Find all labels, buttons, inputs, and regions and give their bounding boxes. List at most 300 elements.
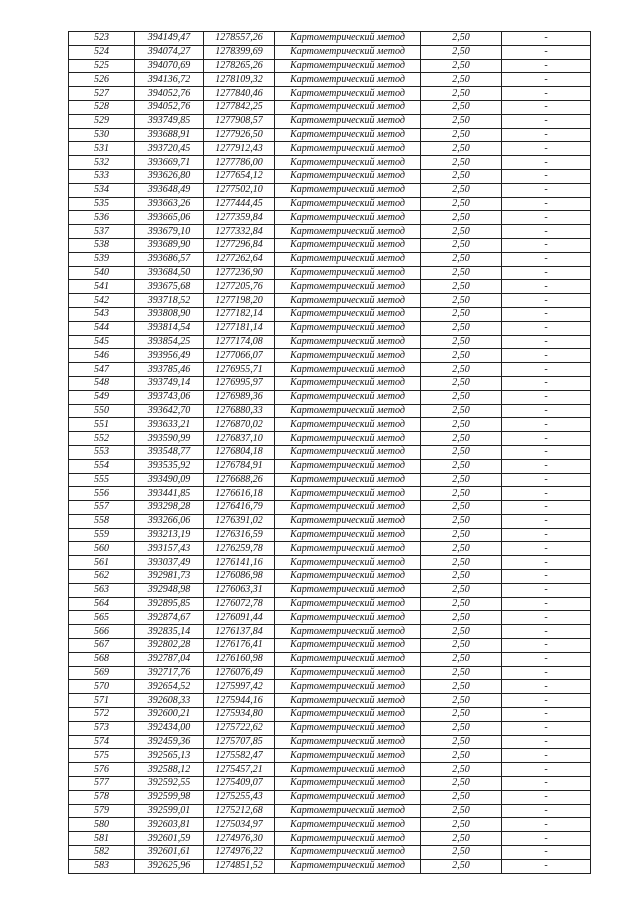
method-cell: Картометрический метод (275, 597, 421, 611)
note-cell: - (502, 445, 591, 459)
method-cell: Картометрический метод (275, 100, 421, 114)
y-coordinate-cell: 1276063,31 (204, 583, 275, 597)
note-cell: - (502, 100, 591, 114)
accuracy-cell: 2,50 (421, 639, 502, 653)
accuracy-cell: 2,50 (421, 349, 502, 363)
table-row (69, 252, 591, 266)
y-coordinate-cell: 1276072,78 (204, 597, 275, 611)
point-number-cell: 544 (69, 321, 135, 335)
method-cell: Картометрический метод (275, 294, 421, 308)
accuracy-cell: 2,50 (421, 749, 502, 763)
y-coordinate-cell: 1275997,42 (204, 680, 275, 694)
y-coordinate-cell: 1276160,98 (204, 652, 275, 666)
y-coordinate-cell: 1277842,25 (204, 100, 275, 114)
note-cell: - (502, 307, 591, 321)
table-row (69, 238, 591, 252)
table-row (69, 625, 591, 639)
y-coordinate-cell: 1276091,44 (204, 611, 275, 625)
table-row (69, 749, 591, 763)
note-cell: - (502, 142, 591, 156)
table-row (69, 790, 591, 804)
accuracy-cell: 2,50 (421, 225, 502, 239)
table-row (69, 225, 591, 239)
accuracy-cell: 2,50 (421, 156, 502, 170)
accuracy-cell: 2,50 (421, 652, 502, 666)
note-cell: - (502, 721, 591, 735)
note-cell: - (502, 459, 591, 473)
note-cell: - (502, 321, 591, 335)
y-coordinate-cell: 1277926,50 (204, 128, 275, 142)
note-cell: - (502, 197, 591, 211)
point-number-cell: 542 (69, 294, 135, 308)
accuracy-cell: 2,50 (421, 307, 502, 321)
method-cell: Картометрический метод (275, 266, 421, 280)
point-number-cell: 558 (69, 514, 135, 528)
accuracy-cell: 2,50 (421, 487, 502, 501)
x-coordinate-cell: 393743,06 (135, 390, 204, 404)
table-row (69, 87, 591, 101)
table-row (69, 763, 591, 777)
point-number-cell: 557 (69, 501, 135, 515)
table-row (69, 514, 591, 528)
note-cell: - (502, 597, 591, 611)
note-cell: - (502, 87, 591, 101)
x-coordinate-cell: 393298,28 (135, 501, 204, 515)
point-number-cell: 538 (69, 238, 135, 252)
method-cell: Картометрический метод (275, 418, 421, 432)
point-number-cell: 577 (69, 777, 135, 791)
accuracy-cell: 2,50 (421, 252, 502, 266)
note-cell: - (502, 32, 591, 46)
method-cell: Картометрический метод (275, 183, 421, 197)
point-number-cell: 563 (69, 583, 135, 597)
table-row (69, 583, 591, 597)
y-coordinate-cell: 1276316,59 (204, 528, 275, 542)
note-cell: - (502, 708, 591, 722)
table-row (69, 363, 591, 377)
note-cell: - (502, 376, 591, 390)
method-cell: Картометрический метод (275, 169, 421, 183)
y-coordinate-cell: 1276391,02 (204, 514, 275, 528)
table-row (69, 294, 591, 308)
x-coordinate-cell: 393684,50 (135, 266, 204, 280)
note-cell: - (502, 59, 591, 73)
x-coordinate-cell: 392787,04 (135, 652, 204, 666)
note-cell: - (502, 777, 591, 791)
table-row (69, 183, 591, 197)
y-coordinate-cell: 1277174,08 (204, 335, 275, 349)
coordinates-table (68, 31, 591, 874)
note-cell: - (502, 570, 591, 584)
y-coordinate-cell: 1278109,32 (204, 73, 275, 87)
point-number-cell: 525 (69, 59, 135, 73)
method-cell: Картометрический метод (275, 790, 421, 804)
point-number-cell: 582 (69, 846, 135, 860)
accuracy-cell: 2,50 (421, 556, 502, 570)
accuracy-cell: 2,50 (421, 459, 502, 473)
table-row (69, 432, 591, 446)
y-coordinate-cell: 1276688,26 (204, 473, 275, 487)
table-row (69, 556, 591, 570)
note-cell: - (502, 335, 591, 349)
x-coordinate-cell: 394070,69 (135, 59, 204, 73)
x-coordinate-cell: 393956,49 (135, 349, 204, 363)
method-cell: Картометрический метод (275, 211, 421, 225)
table-row (69, 666, 591, 680)
y-coordinate-cell: 1277296,84 (204, 238, 275, 252)
y-coordinate-cell: 1275707,85 (204, 735, 275, 749)
y-coordinate-cell: 1275457,21 (204, 763, 275, 777)
accuracy-cell: 2,50 (421, 100, 502, 114)
table-row (69, 777, 591, 791)
point-number-cell: 530 (69, 128, 135, 142)
x-coordinate-cell: 393688,91 (135, 128, 204, 142)
accuracy-cell: 2,50 (421, 611, 502, 625)
method-cell: Картометрический метод (275, 749, 421, 763)
y-coordinate-cell: 1276086,98 (204, 570, 275, 584)
accuracy-cell: 2,50 (421, 59, 502, 73)
x-coordinate-cell: 393441,85 (135, 487, 204, 501)
method-cell: Картометрический метод (275, 32, 421, 46)
y-coordinate-cell: 1277502,10 (204, 183, 275, 197)
y-coordinate-cell: 1277066,07 (204, 349, 275, 363)
y-coordinate-cell: 1276259,78 (204, 542, 275, 556)
x-coordinate-cell: 393718,52 (135, 294, 204, 308)
accuracy-cell: 2,50 (421, 832, 502, 846)
note-cell: - (502, 501, 591, 515)
x-coordinate-cell: 393749,85 (135, 114, 204, 128)
point-number-cell: 561 (69, 556, 135, 570)
table-row (69, 307, 591, 321)
y-coordinate-cell: 1276416,79 (204, 501, 275, 515)
y-coordinate-cell: 1275255,43 (204, 790, 275, 804)
accuracy-cell: 2,50 (421, 818, 502, 832)
x-coordinate-cell: 393266,06 (135, 514, 204, 528)
y-coordinate-cell: 1276616,18 (204, 487, 275, 501)
point-number-cell: 568 (69, 652, 135, 666)
table-row (69, 59, 591, 73)
x-coordinate-cell: 392608,33 (135, 694, 204, 708)
method-cell: Картометрический метод (275, 570, 421, 584)
y-coordinate-cell: 1276955,71 (204, 363, 275, 377)
note-cell: - (502, 169, 591, 183)
accuracy-cell: 2,50 (421, 418, 502, 432)
x-coordinate-cell: 393665,06 (135, 211, 204, 225)
point-number-cell: 527 (69, 87, 135, 101)
y-coordinate-cell: 1274976,22 (204, 846, 275, 860)
note-cell: - (502, 542, 591, 556)
point-number-cell: 548 (69, 376, 135, 390)
y-coordinate-cell: 1278399,69 (204, 45, 275, 59)
note-cell: - (502, 390, 591, 404)
x-coordinate-cell: 392434,00 (135, 721, 204, 735)
y-coordinate-cell: 1276837,10 (204, 432, 275, 446)
x-coordinate-cell: 393642,70 (135, 404, 204, 418)
x-coordinate-cell: 393749,14 (135, 376, 204, 390)
accuracy-cell: 2,50 (421, 473, 502, 487)
accuracy-cell: 2,50 (421, 238, 502, 252)
note-cell: - (502, 225, 591, 239)
table-row (69, 100, 591, 114)
coordinates-table-body (69, 32, 591, 874)
note-cell: - (502, 846, 591, 860)
note-cell: - (502, 556, 591, 570)
accuracy-cell: 2,50 (421, 680, 502, 694)
note-cell: - (502, 487, 591, 501)
accuracy-cell: 2,50 (421, 169, 502, 183)
note-cell: - (502, 73, 591, 87)
table-row (69, 846, 591, 860)
method-cell: Картометрический метод (275, 335, 421, 349)
table-row (69, 473, 591, 487)
table-row (69, 597, 591, 611)
note-cell: - (502, 859, 591, 873)
x-coordinate-cell: 394074,27 (135, 45, 204, 59)
method-cell: Картометрический метод (275, 363, 421, 377)
accuracy-cell: 2,50 (421, 804, 502, 818)
point-number-cell: 583 (69, 859, 135, 873)
method-cell: Картометрический метод (275, 280, 421, 294)
note-cell: - (502, 266, 591, 280)
note-cell: - (502, 790, 591, 804)
table-row (69, 639, 591, 653)
accuracy-cell: 2,50 (421, 87, 502, 101)
note-cell: - (502, 238, 591, 252)
x-coordinate-cell: 392874,67 (135, 611, 204, 625)
method-cell: Картометрический метод (275, 763, 421, 777)
x-coordinate-cell: 394052,76 (135, 100, 204, 114)
point-number-cell: 552 (69, 432, 135, 446)
accuracy-cell: 2,50 (421, 694, 502, 708)
method-cell: Картометрический метод (275, 542, 421, 556)
method-cell: Картометрический метод (275, 694, 421, 708)
accuracy-cell: 2,50 (421, 777, 502, 791)
accuracy-cell: 2,50 (421, 570, 502, 584)
x-coordinate-cell: 393037,49 (135, 556, 204, 570)
x-coordinate-cell: 393689,90 (135, 238, 204, 252)
point-number-cell: 573 (69, 721, 135, 735)
y-coordinate-cell: 1276076,49 (204, 666, 275, 680)
y-coordinate-cell: 1276804,18 (204, 445, 275, 459)
method-cell: Картометрический метод (275, 45, 421, 59)
x-coordinate-cell: 393808,90 (135, 307, 204, 321)
point-number-cell: 570 (69, 680, 135, 694)
method-cell: Картометрический метод (275, 735, 421, 749)
x-coordinate-cell: 394149,47 (135, 32, 204, 46)
accuracy-cell: 2,50 (421, 666, 502, 680)
method-cell: Картометрический метод (275, 832, 421, 846)
point-number-cell: 549 (69, 390, 135, 404)
point-number-cell: 528 (69, 100, 135, 114)
point-number-cell: 524 (69, 45, 135, 59)
note-cell: - (502, 432, 591, 446)
x-coordinate-cell: 392625,96 (135, 859, 204, 873)
x-coordinate-cell: 393648,49 (135, 183, 204, 197)
point-number-cell: 532 (69, 156, 135, 170)
accuracy-cell: 2,50 (421, 390, 502, 404)
point-number-cell: 537 (69, 225, 135, 239)
note-cell: - (502, 749, 591, 763)
point-number-cell: 578 (69, 790, 135, 804)
x-coordinate-cell: 392802,28 (135, 639, 204, 653)
y-coordinate-cell: 1277359,84 (204, 211, 275, 225)
x-coordinate-cell: 394136,72 (135, 73, 204, 87)
x-coordinate-cell: 392599,98 (135, 790, 204, 804)
point-number-cell: 550 (69, 404, 135, 418)
x-coordinate-cell: 393669,71 (135, 156, 204, 170)
point-number-cell: 551 (69, 418, 135, 432)
method-cell: Картометрический метод (275, 473, 421, 487)
table-row (69, 128, 591, 142)
x-coordinate-cell: 392459,36 (135, 735, 204, 749)
method-cell: Картометрический метод (275, 680, 421, 694)
method-cell: Картометрический метод (275, 349, 421, 363)
y-coordinate-cell: 1277262,64 (204, 252, 275, 266)
note-cell: - (502, 694, 591, 708)
table-row (69, 652, 591, 666)
point-number-cell: 564 (69, 597, 135, 611)
table-row (69, 694, 591, 708)
point-number-cell: 540 (69, 266, 135, 280)
note-cell: - (502, 735, 591, 749)
point-number-cell: 526 (69, 73, 135, 87)
method-cell: Картометрический метод (275, 721, 421, 735)
table-row (69, 335, 591, 349)
point-number-cell: 535 (69, 197, 135, 211)
point-number-cell: 566 (69, 625, 135, 639)
accuracy-cell: 2,50 (421, 432, 502, 446)
point-number-cell: 572 (69, 708, 135, 722)
note-cell: - (502, 514, 591, 528)
note-cell: - (502, 114, 591, 128)
table-row (69, 445, 591, 459)
accuracy-cell: 2,50 (421, 211, 502, 225)
x-coordinate-cell: 393686,57 (135, 252, 204, 266)
x-coordinate-cell: 392654,52 (135, 680, 204, 694)
method-cell: Картометрический метод (275, 818, 421, 832)
method-cell: Картометрический метод (275, 59, 421, 73)
method-cell: Картометрический метод (275, 487, 421, 501)
method-cell: Картометрический метод (275, 501, 421, 515)
x-coordinate-cell: 393675,68 (135, 280, 204, 294)
table-row (69, 73, 591, 87)
y-coordinate-cell: 1275582,47 (204, 749, 275, 763)
accuracy-cell: 2,50 (421, 859, 502, 873)
point-number-cell: 565 (69, 611, 135, 625)
method-cell: Картометрический метод (275, 625, 421, 639)
accuracy-cell: 2,50 (421, 597, 502, 611)
point-number-cell: 531 (69, 142, 135, 156)
method-cell: Картометрический метод (275, 666, 421, 680)
x-coordinate-cell: 393590,99 (135, 432, 204, 446)
accuracy-cell: 2,50 (421, 583, 502, 597)
method-cell: Картометрический метод (275, 321, 421, 335)
accuracy-cell: 2,50 (421, 404, 502, 418)
note-cell: - (502, 625, 591, 639)
x-coordinate-cell: 393626,80 (135, 169, 204, 183)
point-number-cell: 553 (69, 445, 135, 459)
point-number-cell: 523 (69, 32, 135, 46)
x-coordinate-cell: 392717,76 (135, 666, 204, 680)
x-coordinate-cell: 392599,01 (135, 804, 204, 818)
x-coordinate-cell: 393814,54 (135, 321, 204, 335)
table-row (69, 376, 591, 390)
accuracy-cell: 2,50 (421, 514, 502, 528)
point-number-cell: 569 (69, 666, 135, 680)
method-cell: Картометрический метод (275, 639, 421, 653)
y-coordinate-cell: 1277444,45 (204, 197, 275, 211)
table-row (69, 708, 591, 722)
note-cell: - (502, 294, 591, 308)
x-coordinate-cell: 393785,46 (135, 363, 204, 377)
y-coordinate-cell: 1277840,46 (204, 87, 275, 101)
note-cell: - (502, 763, 591, 777)
note-cell: - (502, 818, 591, 832)
point-number-cell: 534 (69, 183, 135, 197)
point-number-cell: 576 (69, 763, 135, 777)
point-number-cell: 545 (69, 335, 135, 349)
note-cell: - (502, 183, 591, 197)
note-cell: - (502, 404, 591, 418)
x-coordinate-cell: 392601,59 (135, 832, 204, 846)
method-cell: Картометрический метод (275, 611, 421, 625)
point-number-cell: 554 (69, 459, 135, 473)
y-coordinate-cell: 1277181,14 (204, 321, 275, 335)
x-coordinate-cell: 393720,45 (135, 142, 204, 156)
point-number-cell: 559 (69, 528, 135, 542)
point-number-cell: 560 (69, 542, 135, 556)
point-number-cell: 529 (69, 114, 135, 128)
method-cell: Картометрический метод (275, 432, 421, 446)
accuracy-cell: 2,50 (421, 363, 502, 377)
method-cell: Картометрический метод (275, 238, 421, 252)
method-cell: Картометрический метод (275, 652, 421, 666)
point-number-cell: 581 (69, 832, 135, 846)
accuracy-cell: 2,50 (421, 542, 502, 556)
table-row (69, 142, 591, 156)
note-cell: - (502, 832, 591, 846)
y-coordinate-cell: 1278265,26 (204, 59, 275, 73)
table-row (69, 404, 591, 418)
accuracy-cell: 2,50 (421, 114, 502, 128)
accuracy-cell: 2,50 (421, 280, 502, 294)
accuracy-cell: 2,50 (421, 335, 502, 349)
note-cell: - (502, 528, 591, 542)
y-coordinate-cell: 1275034,97 (204, 818, 275, 832)
table-row (69, 721, 591, 735)
table-row (69, 459, 591, 473)
y-coordinate-cell: 1277912,43 (204, 142, 275, 156)
accuracy-cell: 2,50 (421, 790, 502, 804)
note-cell: - (502, 583, 591, 597)
y-coordinate-cell: 1277908,57 (204, 114, 275, 128)
note-cell: - (502, 680, 591, 694)
point-number-cell: 547 (69, 363, 135, 377)
accuracy-cell: 2,50 (421, 721, 502, 735)
y-coordinate-cell: 1277654,12 (204, 169, 275, 183)
y-coordinate-cell: 1277236,90 (204, 266, 275, 280)
accuracy-cell: 2,50 (421, 846, 502, 860)
table-row (69, 390, 591, 404)
point-number-cell: 541 (69, 280, 135, 294)
x-coordinate-cell: 393679,10 (135, 225, 204, 239)
y-coordinate-cell: 1276141,16 (204, 556, 275, 570)
accuracy-cell: 2,50 (421, 321, 502, 335)
method-cell: Картометрический метод (275, 252, 421, 266)
table-row (69, 32, 591, 46)
y-coordinate-cell: 1276870,02 (204, 418, 275, 432)
accuracy-cell: 2,50 (421, 625, 502, 639)
